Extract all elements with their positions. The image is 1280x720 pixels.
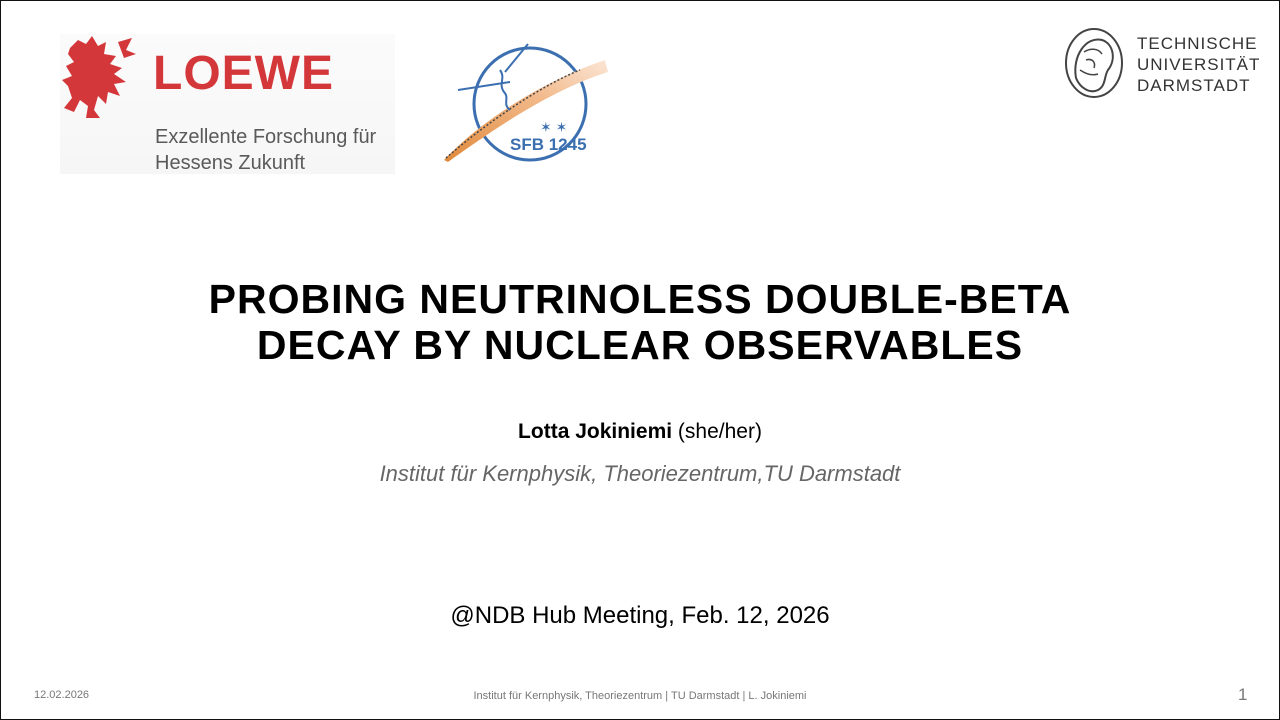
loewe-tagline-line1: Exzellente Forschung für	[155, 126, 377, 148]
loewe-tagline	[155, 124, 376, 176]
tu-line2: UNIVERSITÄT	[1137, 55, 1261, 74]
slide-title	[0, 276, 1280, 368]
loewe-logo	[60, 34, 395, 174]
footer-info: Institut für Kernphysik, Theoriezentrum | TU Darmstadt | L. Jokiniemi	[473, 690, 807, 702]
tu-line3: DARMSTADT	[1137, 76, 1251, 95]
author-pronouns: (she/her)	[677, 420, 762, 443]
meeting-info: @NDB Hub Meeting, Feb. 12, 2026	[450, 602, 830, 629]
slide-title-line2: DECAY BY NUCLEAR OBSERVABLES	[256, 322, 1024, 368]
tu-darmstadt-wordmark	[1137, 33, 1260, 96]
affiliation: Institut für Kernphysik, Theoriezentrum,TU Darmstadt	[379, 461, 901, 486]
sfb-1245-logo	[440, 42, 610, 167]
author-name: Lotta Jokiniemi	[518, 420, 673, 443]
tu-darmstadt-athena-icon	[1062, 26, 1126, 100]
author	[0, 420, 1280, 444]
sfb-label: SFB 1245	[510, 135, 587, 154]
loewe-tagline-line2: Hessens Zukunft	[155, 152, 306, 174]
page-number: 1	[1238, 685, 1248, 704]
footer-date: 12.02.2026	[34, 689, 90, 701]
svg-text:✶ ✶: ✶ ✶	[540, 119, 568, 135]
slide-title-line1: PROBING NEUTRINOLESS DOUBLE-BETA	[208, 276, 1072, 322]
tu-line1: TECHNISCHE	[1137, 34, 1258, 53]
loewe-wordmark: LOEWE	[153, 47, 334, 100]
lion-icon	[60, 34, 140, 124]
